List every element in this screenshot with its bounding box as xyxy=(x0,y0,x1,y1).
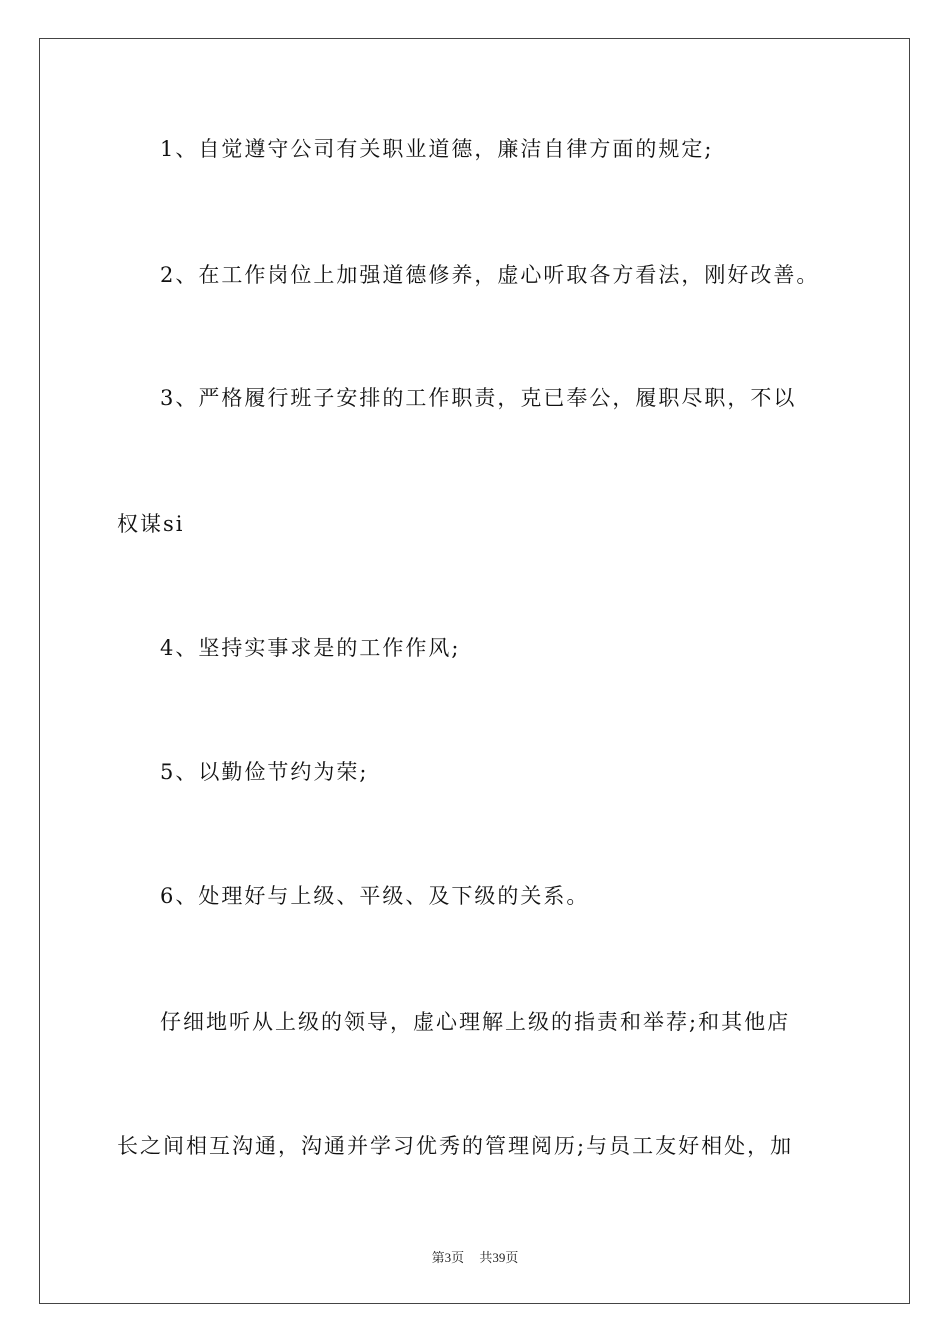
text-line-2: 2、在工作岗位上加强道德修养，虚心听取各方看法，刚好改善。 xyxy=(160,263,820,287)
text-line-9: 长之间相互沟通，沟通并学习优秀的管理阅历;与员工友好相处，加 xyxy=(117,1134,794,1158)
text-line-3: 3、严格履行班子安排的工作职责，克已奉公，履职尽职，不以 xyxy=(160,386,797,410)
text-line-1: 1、自觉遵守公司有关职业道德，廉洁自律方面的规定; xyxy=(160,137,714,161)
page-number-current: 第3页 xyxy=(431,1250,465,1265)
page-border xyxy=(39,38,910,1304)
text-line-5: 4、坚持实事求是的工作作风; xyxy=(160,636,461,660)
text-line-4: 权谋si xyxy=(117,512,185,536)
text-line-7: 6、处理好与上级、平级、及下级的关系。 xyxy=(160,884,590,908)
text-line-6: 5、以勤俭节约为荣; xyxy=(160,760,369,784)
text-line-8: 仔细地听从上级的领导，虚心理解上级的指责和举荐;和其他店 xyxy=(160,1010,791,1034)
page-number-total: 共39页 xyxy=(479,1250,519,1265)
page-footer xyxy=(0,1247,950,1266)
